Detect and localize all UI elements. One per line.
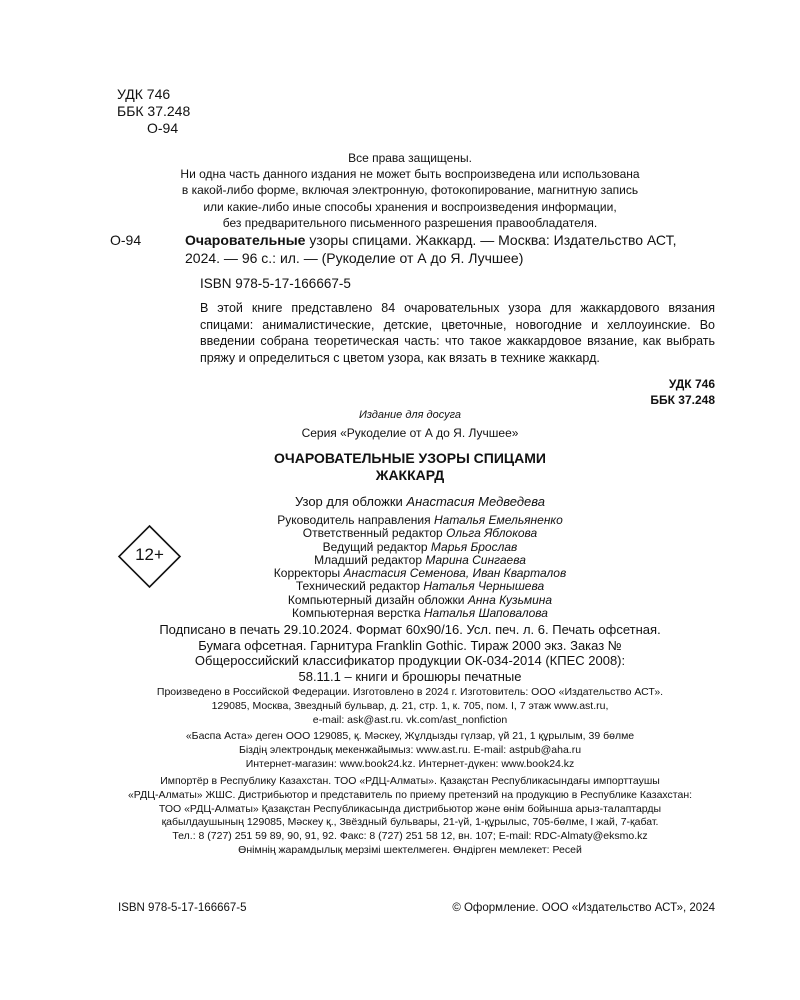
udk-block xyxy=(117,86,190,137)
rights-line: или какие-либо иные способы хранения и воспроизведения информации, xyxy=(203,199,617,214)
staff-line xyxy=(130,541,710,554)
imprint-block xyxy=(110,622,710,684)
staff-line xyxy=(130,554,710,567)
production-kz xyxy=(110,730,710,771)
production-line: Интернет-магазин: www.book24.kz. Интернет-дүкен: www.book24.kz xyxy=(245,757,575,770)
rights-line: Все права защищены. xyxy=(348,151,472,165)
staff-role: Ответственный редактор xyxy=(302,526,443,541)
staff-role: Технический редактор xyxy=(295,579,421,594)
rights-line: Ни одна часть данного издания не может быть воспроизведена или использована xyxy=(180,167,640,182)
imprint-line: Бумага офсетная. Гарнитура Franklin Gothic. Тираж 2000 экз. Заказ № xyxy=(198,637,622,653)
staff-line xyxy=(130,594,710,607)
entry-code: О-94 xyxy=(110,232,142,248)
staff-name: Ольга Яблокова xyxy=(446,526,538,541)
annotation: В этой книге представлено 84 очаровательных узора для жаккардового вязания спицами: анималистические, детские, цветочные, новогодние и хеллоуинские. Во введении собрана теоретическая часть: что такое жаккардовое вязание, как выбрать пряжу и определиться с цветом узора, как вязать в технике жаккард. xyxy=(200,301,715,365)
book-title-line: ЖАККАРД xyxy=(375,467,445,483)
author-sign: О-94 xyxy=(147,120,179,136)
production-ru xyxy=(110,686,710,727)
importer-line: Тел.: 8 (727) 251 59 89, 90, 91, 92. Факс: 8 (727) 251 58 12, вн. 107; E-mail: RDC-Almaty@eksmo.kz xyxy=(172,830,648,843)
bibliographic-entry xyxy=(185,231,715,267)
staff-name: Анна Кузьмина xyxy=(467,592,553,607)
rights-notice xyxy=(110,150,710,231)
staff-name: Анастасия Семенова, Иван Кварталов xyxy=(343,566,567,581)
staff-line xyxy=(130,514,710,527)
staff-name: Анастасия Медведева xyxy=(406,494,545,509)
rights-line: без предварительного письменного разрешения правообладателя. xyxy=(222,215,598,230)
staff-line xyxy=(130,527,710,540)
staff-role: Ведущий редактор xyxy=(322,539,428,554)
bbk-code: ББК 37.248 xyxy=(117,103,191,119)
staff-name: Марья Брослав xyxy=(430,539,518,554)
bbk-code-right: ББК 37.248 xyxy=(650,393,715,407)
book-title xyxy=(110,450,710,484)
staff-name: Марина Сингаева xyxy=(425,552,526,567)
production-line: Произведено в Российской Федерации. Изготовлено в 2024 г. Изготовитель: ООО «Издательство АСТ». xyxy=(156,686,664,698)
edition-type: Издание для досуга xyxy=(358,409,462,421)
staff-line xyxy=(130,567,710,580)
staff-role: Младший редактор xyxy=(314,552,423,567)
staff-line xyxy=(130,494,710,510)
staff-list xyxy=(130,494,710,620)
importer-line: қабылдаушының 129085, Мәскеу қ., Звёздный бульвары, 21-үй, 1-құрылыс, 705-бөлме, I жай, 7-қабат. xyxy=(161,816,659,829)
importer-line: Өнімнің жарамдылық мерзімі шектелмеген. Өндірген мемлекет: Ресей xyxy=(238,843,582,856)
importer-block xyxy=(110,775,710,858)
staff-name: Наталья Емельяненко xyxy=(433,513,563,527)
staff-role: Компьютерный дизайн обложки xyxy=(287,592,465,607)
importer-line: ТОО «РДЦ-Алматы» Қазақстан Республикасында дистрибьютор және өнім бойынша арыз-талаптарды xyxy=(158,802,662,815)
age-rating-text: 12+ xyxy=(135,545,164,564)
production-line: Біздің электрондық мекенжайымыз: www.ast.ru. E-mail: astpub@aha.ru xyxy=(238,743,582,756)
staff-line xyxy=(130,607,710,620)
staff-role: Узор для обложки xyxy=(294,494,403,509)
isbn-line: ISBN 978-5-17-166667-5 xyxy=(200,276,351,291)
book-title-line: ОЧАРОВАТЕЛЬНЫЕ УЗОРЫ СПИЦАМИ xyxy=(274,450,546,466)
staff-name: Наталья Чернышева xyxy=(423,579,545,594)
udk-code: УДК 746 xyxy=(117,86,171,102)
entry-title-bold: Очаровательные xyxy=(185,232,306,248)
production-line: 129085, Москва, Звездный бульвар, д. 21, стр. 1, к. 705, пом. I, 7 этаж www.ast.ru, xyxy=(211,699,609,712)
footer-isbn: ISBN 978-5-17-166667-5 xyxy=(118,902,247,914)
footer-copyright: © Оформление. ООО «Издательство АСТ», 2024 xyxy=(452,902,715,914)
staff-line xyxy=(130,580,710,593)
udk-code-right: УДК 746 xyxy=(668,377,715,391)
series-name: Серия «Рукоделие от А до Я. Лучшее» xyxy=(301,426,519,440)
importer-line: «РДЦ-Алматы» ЖШС. Дистрибьютор и представитель по приему претензий на продукцию в Республике Казахстан: xyxy=(127,788,693,801)
imprint-line: 58.11.1 – книги и брошюры печатные xyxy=(298,668,522,684)
staff-role: Корректоры xyxy=(273,566,341,581)
entry-rest: узоры спицами. Жаккард. — Москва: Издательство АСТ, 2024. — 96 с.: ил. — (Рукоделие от А до Я. Лучшее) xyxy=(185,232,677,266)
importer-line: Импортёр в Республику Казахстан. ТОО «РДЦ-Алматы». Қазақстан Республикасындағы импорттаушы xyxy=(160,775,660,787)
staff-name: Наталья Шаповалова xyxy=(423,606,548,621)
staff-role: Компьютерная верстка xyxy=(292,606,421,621)
imprint-line: Общероссийский классификатор продукции ОК-034-2014 (КПЕС 2008): xyxy=(194,653,626,668)
udk-right-block xyxy=(600,376,715,408)
rights-line: в какой-либо форме, включая электронную, фотокопирование, магнитную запись xyxy=(181,183,639,198)
staff-role: Руководитель направления xyxy=(277,513,431,527)
production-line: e-mail: ask@ast.ru. vk.com/ast_nonfiction xyxy=(312,713,508,726)
imprint-line: Подписано в печать 29.10.2024. Формат 60х90/16. Усл. печ. л. 6. Печать офсетная. xyxy=(159,622,661,637)
production-line: «Баспа Аста» деген ООО 129085, қ. Мәскеу, Жұлдызды гүлзар, үй 21, 1 құрылым, 39 бөлме xyxy=(185,730,635,742)
